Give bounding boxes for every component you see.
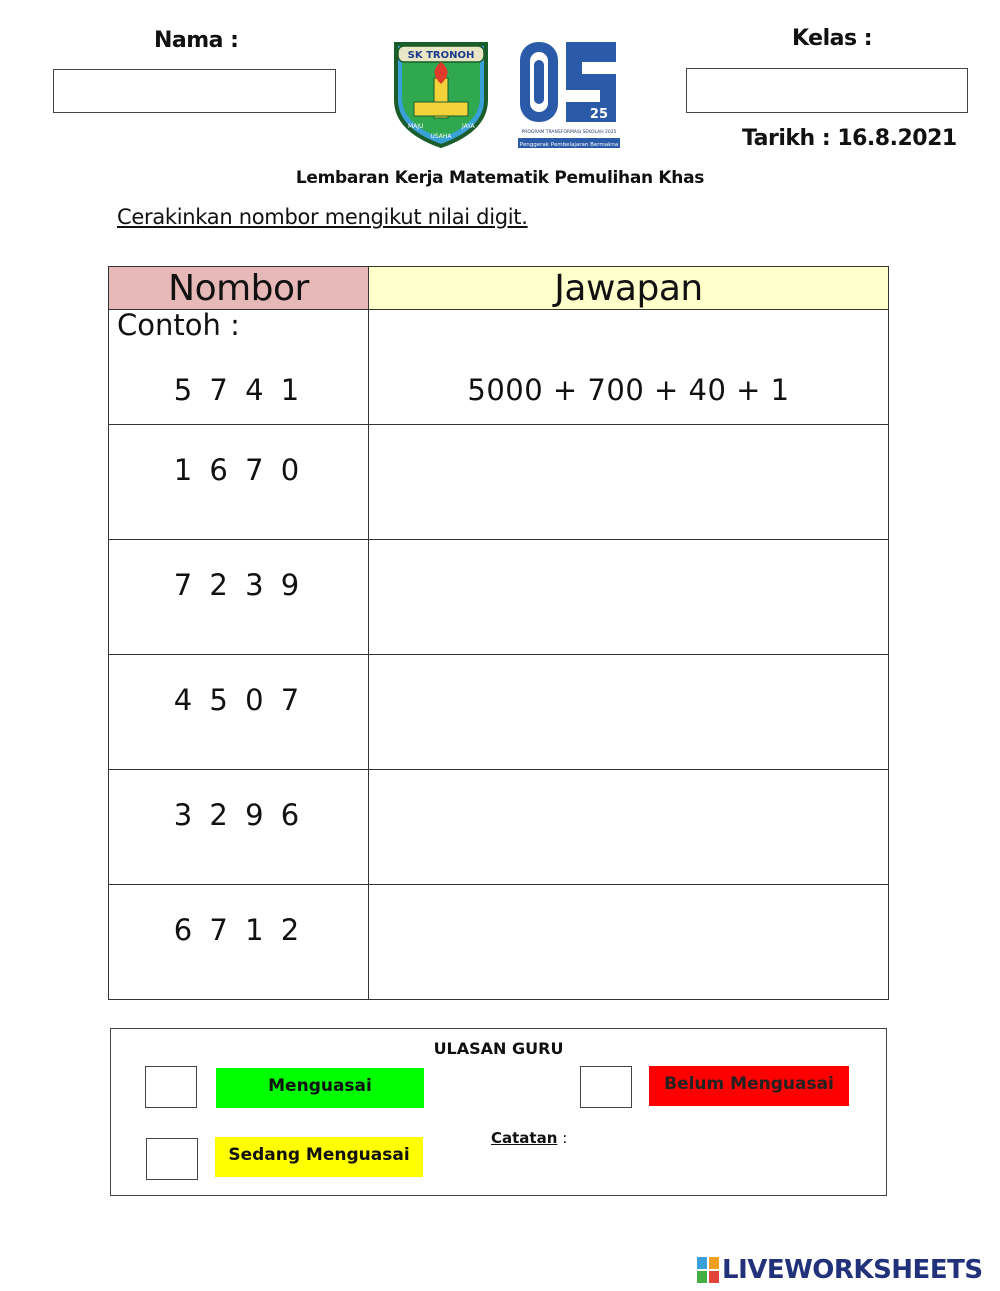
number-value: 4 5 0 7 xyxy=(173,683,304,717)
number-cell xyxy=(109,540,369,655)
number-cell xyxy=(109,425,369,540)
example-answer: 5000 + 700 + 40 + 1 xyxy=(467,373,790,407)
number-value: 7 2 3 9 xyxy=(173,568,304,602)
table-row xyxy=(109,655,889,770)
name-label: Nama : xyxy=(154,28,239,53)
class-label: Kelas : xyxy=(792,26,873,51)
note-colon: : xyxy=(562,1129,568,1147)
mastered-label: Menguasai xyxy=(216,1068,424,1108)
table-row xyxy=(109,770,889,885)
not-mastered-label: Belum Menguasai xyxy=(649,1066,849,1106)
motto-2: USAHA xyxy=(430,133,452,140)
header-nombor: Nombor xyxy=(109,267,369,310)
mastered-checkbox[interactable] xyxy=(145,1066,197,1108)
worksheet-title: Lembaran Kerja Matematik Pemulihan Khas xyxy=(295,168,705,188)
example-row xyxy=(109,310,889,425)
answer-table xyxy=(108,266,889,1000)
class-input[interactable] xyxy=(686,68,968,113)
answer-input[interactable] xyxy=(369,655,889,770)
example-label: Contoh : xyxy=(117,308,240,342)
answer-input[interactable] xyxy=(369,425,889,540)
number-value: 6 7 1 2 xyxy=(173,913,304,947)
number-cell xyxy=(109,885,369,1000)
example-answer-cell xyxy=(369,310,889,425)
motto-3: JAYA xyxy=(462,123,475,130)
note-label-row xyxy=(491,1129,567,1147)
number-value: 3 2 9 6 xyxy=(173,798,304,832)
table-row xyxy=(109,540,889,655)
number-cell xyxy=(109,655,369,770)
teacher-review-box xyxy=(110,1028,887,1196)
name-input[interactable] xyxy=(53,69,336,113)
table-row xyxy=(109,425,889,540)
answer-input[interactable] xyxy=(369,770,889,885)
date-label: Tarikh : 16.8.2021 xyxy=(742,126,957,151)
ts-tagline: Penggerak Pembelajaran Bermakna xyxy=(519,142,619,148)
answer-input[interactable] xyxy=(369,885,889,1000)
liveworksheets-icon xyxy=(697,1257,719,1283)
ts25-logo xyxy=(516,38,622,150)
table-row xyxy=(109,885,889,1000)
number-cell xyxy=(109,770,369,885)
note-label: Catatan xyxy=(491,1129,558,1147)
ts-logo-number: 25 xyxy=(589,107,608,122)
instruction-text: Cerakinkan nombor mengikut nilai digit. xyxy=(117,205,528,229)
ts-caption: PROGRAM TRANSFORMASI SEKOLAH 2025 xyxy=(521,130,617,135)
header-jawapan: Jawapan xyxy=(369,267,889,310)
example-number-cell xyxy=(109,310,369,425)
number-value: 1 6 7 0 xyxy=(173,453,304,487)
school-logo-text: SK TRONOH xyxy=(407,50,475,61)
in-progress-label: Sedang Menguasai xyxy=(215,1137,423,1177)
example-number: 5 7 4 1 xyxy=(173,373,304,407)
answer-input[interactable] xyxy=(369,540,889,655)
footer-brand-text: LIVEWORKSHEETS xyxy=(722,1255,983,1285)
motto-1: MAJU xyxy=(408,123,424,130)
review-title: ULASAN GURU xyxy=(433,1039,564,1058)
in-progress-checkbox[interactable] xyxy=(146,1138,198,1180)
not-mastered-checkbox[interactable] xyxy=(580,1066,632,1108)
school-logo xyxy=(388,38,494,150)
footer-brand xyxy=(697,1255,983,1285)
